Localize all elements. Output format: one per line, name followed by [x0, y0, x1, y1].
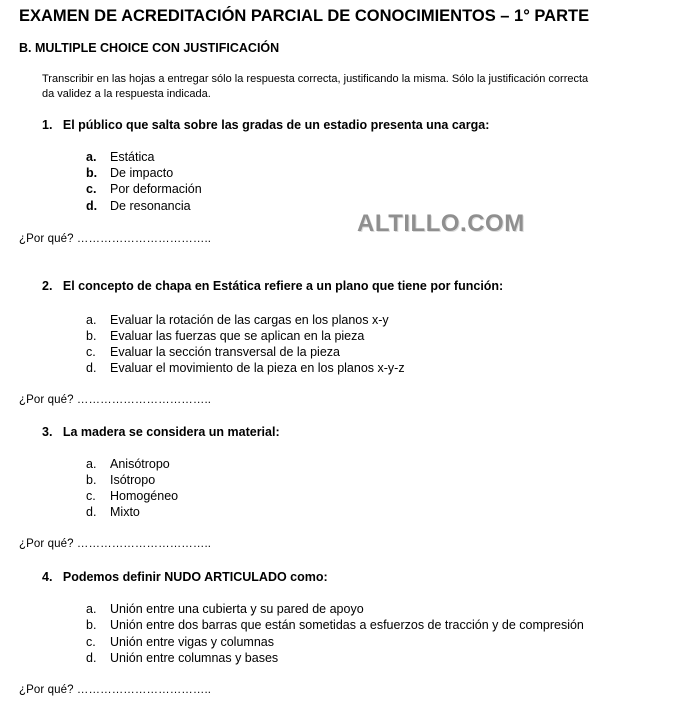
option-text: Evaluar las fuerzas que se aplican en la pieza: [110, 329, 365, 343]
option-1a: [86, 150, 154, 164]
question-text: El público que salta sobre las gradas de un estadio presenta una carga:: [62, 118, 490, 132]
option-2c: [86, 345, 340, 359]
watermark: ALTILLO.COM: [357, 210, 525, 237]
option-4b: [86, 618, 584, 632]
why-line-1: ¿Por qué? ……………………………..: [19, 233, 212, 245]
question-4: [42, 570, 328, 584]
option-letter: a.: [86, 457, 97, 471]
option-3a: [86, 457, 170, 471]
option-text: De resonancia: [110, 199, 191, 213]
option-text: Evaluar el movimiento de la pieza en los planos x-y-z: [110, 361, 405, 375]
option-text: Unión entre dos barras que están sometidas a esfuerzos de tracción y de compresión: [110, 618, 584, 632]
option-letter: a.: [86, 313, 97, 327]
option-letter: c.: [86, 182, 97, 196]
option-2d: [86, 361, 405, 375]
question-2: [42, 279, 503, 293]
why-line-2: ¿Por qué? ……………………………..: [19, 394, 212, 406]
question-1: [42, 118, 489, 132]
option-letter: b.: [86, 618, 97, 632]
question-text: Podemos definir NUDO ARTICULADO como:: [62, 570, 328, 584]
option-text: De impacto: [110, 166, 174, 180]
option-text: Unión entre columnas y bases: [110, 651, 279, 665]
option-1c: [86, 182, 202, 196]
option-text: Unión entre vigas y columnas: [110, 635, 274, 649]
option-letter: b.: [86, 166, 98, 180]
option-text: Por deformación: [110, 182, 202, 196]
option-1b: [86, 166, 173, 180]
option-letter: d.: [86, 361, 97, 375]
option-letter: a.: [86, 602, 97, 616]
why-line-4: ¿Por qué? ……………………………..: [19, 684, 212, 696]
option-4d: [86, 651, 278, 665]
question-number: 1.: [42, 118, 53, 132]
option-text: Evaluar la rotación de las cargas en los planos x-y: [110, 313, 389, 327]
option-1d: [86, 199, 191, 213]
option-letter: d.: [86, 651, 97, 665]
option-text: Mixto: [110, 505, 140, 519]
option-letter: d.: [86, 505, 97, 519]
option-text: Homogéneo: [110, 489, 179, 503]
question-number: 3.: [42, 425, 53, 439]
option-text: Unión entre una cubierta y su pared de apoyo: [110, 602, 364, 616]
option-letter: d.: [86, 199, 98, 213]
page-title: EXAMEN DE ACREDITACIÓN PARCIAL DE CONOCIMIENTOS – 1° PARTE: [19, 7, 590, 25]
question-number: 4.: [42, 570, 53, 584]
option-4a: [86, 602, 364, 616]
option-text: Isótropo: [110, 473, 156, 487]
question-text: La madera se considera un material:: [62, 425, 280, 439]
option-4c: [86, 635, 274, 649]
why-line-3: ¿Por qué? ……………………………..: [19, 538, 212, 550]
option-2a: [86, 313, 389, 327]
option-3d: [86, 505, 140, 519]
question-number: 2.: [42, 279, 53, 293]
option-letter: c.: [86, 345, 96, 359]
option-3b: [86, 473, 155, 487]
option-2b: [86, 329, 364, 343]
option-text: Anisótropo: [110, 457, 170, 471]
option-text: Evaluar la sección transversal de la pieza: [110, 345, 340, 359]
option-3c: [86, 489, 178, 503]
option-letter: b.: [86, 329, 97, 343]
option-letter: c.: [86, 635, 96, 649]
question-text: El concepto de chapa en Estática refiere a un plano que tiene por función:: [62, 279, 504, 293]
option-letter: a.: [86, 150, 97, 164]
option-letter: c.: [86, 489, 96, 503]
section-heading: B. MULTIPLE CHOICE CON JUSTIFICACIÓN: [19, 41, 280, 55]
instructions-line-1: Transcribir en las hojas a entregar sólo la respuesta correcta, justificando la misma. Sólo la justificación correcta: [42, 73, 589, 85]
option-letter: b.: [86, 473, 97, 487]
instructions-line-2: da validez a la respuesta indicada.: [42, 88, 211, 100]
question-3: [42, 425, 280, 439]
option-text: Estática: [110, 150, 155, 164]
